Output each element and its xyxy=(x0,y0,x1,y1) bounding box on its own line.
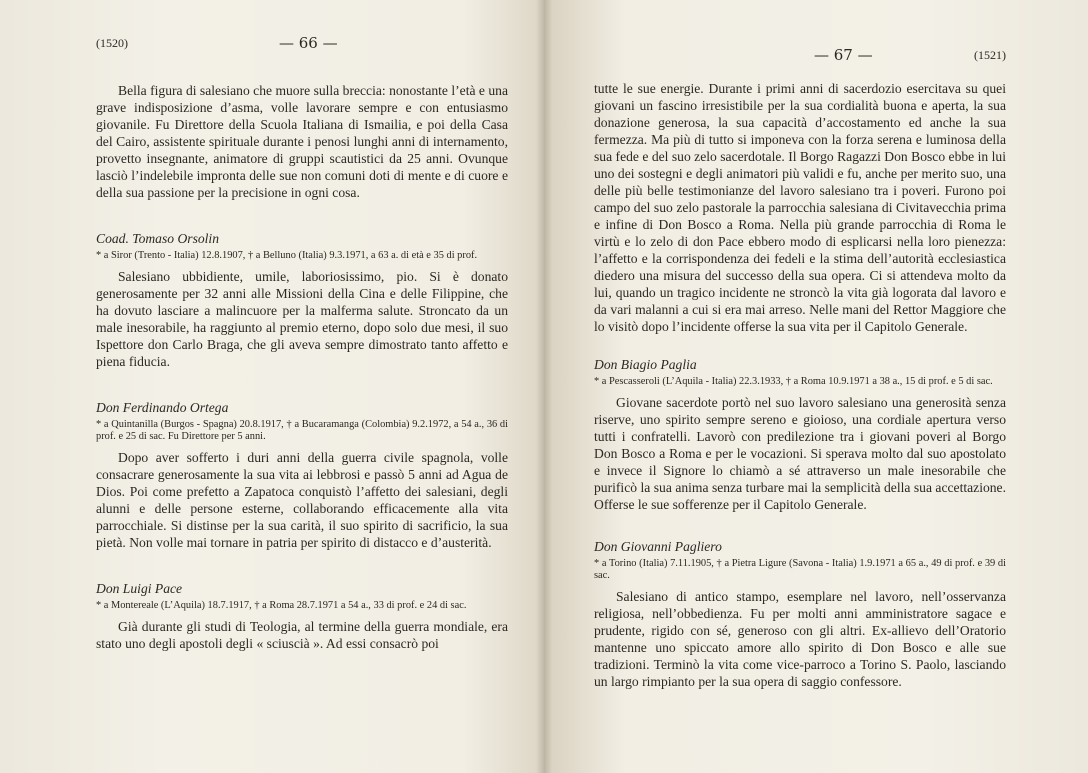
entry-info: * a Quintanilla (Burgos - Spagna) 20.8.1917, † a Bucaramanga (Colombia) 9.2.1972, a 54 a., 36 di prof. e 25 di sac. Fu Direttore per 5 anni. xyxy=(96,419,508,442)
entry-name: Don Ferdinando Ortega xyxy=(96,400,229,415)
left-page-number: — 66 — xyxy=(279,34,338,52)
right-page xyxy=(544,0,1088,773)
entry-name: Coad. Tomaso Orsolin xyxy=(96,231,220,246)
right-intro-paragraph: tutte le sue energie. Durante i primi anni di sacerdozio esercitava su quei giovani un fascino irresistibile per la sua cordialità buona e aperta, la sua donazione generosa, la sua capacità d’accostamento ed anche la sua fermezza. Ma più di tutto si imponeva con la forza serena e luminosa della sua fede e del suo zelo sacerdotale. Il Borgo Ragazzi Don Bosco ebbe in lui uno dei sostegni e degli animatori più validi e fu, anche per merito suo, una delle più belle testimonianze del lavoro salesiano tra i poveri. Furono poi campo del suo zelo pastorale la parrocchia salesiana di Civitavecchia prima e infine di Don Bosco a Roma. Nella più grande parrocchia di Roma le virtù e lo zelo di don Pace ebbero modo di esplicarsi nella loro pienezza: l’affetto e la corrispondenza dei fedeli e la stima dell’autorità ecclesiastica diedero una misura del successo della sua opera. Ci si attendeva molto da lui, quando un tragico incidente ne stroncò la vita già logorata dal lavoro e da vari malanni a cui si era mai arreso. Nelle mani del Rettor Maggiore che lo visitò dopo l’incidente offerse la sua vita per il Capitolo Generale. xyxy=(594,81,1006,334)
left-page-header xyxy=(96,34,508,56)
entry-text: Salesiano ubbidiente, umile, laboriosissimo, pio. Si è donato generosamente per 32 anni alle Missioni della Cina e delle Filippine, che ha dovuto lasciare a malincuore per la malferma salute. Stroncato da un male inesorabile, ha raggiunto al premio eterno, dopo solo due mesi, il suo Ispettore don Carlo Braga, che gli aveva sempre dimostrato tanto affetto e piena fiducia. xyxy=(96,269,508,369)
right-page-number: — 67 — xyxy=(814,46,873,64)
entry-text: Giovane sacerdote portò nel suo lavoro salesiano una generosità senza riserve, uno spirito sempre sereno e gioioso, una cordiale apertura verso tutti i confratelli. Lavorò con predilezione tra i giovani poveri al Borgo Don Bosco a Roma e per le vocazioni. Si sperava molto dal suo apostolato e invece il Signore lo chiamò a sé attraverso un male inesorabile che purificò la sua anima senza turbare mai la semplicità della sua accettazione. Offerse le sue sofferenze per il Capitolo Generale. xyxy=(594,395,1006,512)
entry-text: Dopo aver sofferto i duri anni della guerra civile spagnola, volle consacrare generosamente la sua vita ai lebbrosi e passò 5 anni ad Agua de Dios. Poi come prefetto a Zapatoca conquistò l’affetto dei salesiani, degli alunni e delle persone esterne, collaborando efficacemente alla vita parrocchiale. Si distinse per la sua carità, il suo spirito di sacrificio, la sua pietà. Non volle mai tornare in patria per spirito di distacco e d’austerità. xyxy=(96,450,508,550)
entry-text: Già durante gli studi di Teologia, al termine della guerra mondiale, era stato uno degli apostoli degli « sciuscià ». Ad essi consacrò poi xyxy=(96,619,508,651)
right-entry-number: (1521) xyxy=(974,48,1006,62)
entry-text: Salesiano di antico stampo, esemplare nel lavoro, nell’osservanza religiosa, nell’obbedienza. Fu per molti anni amministratore sagace e prudente, rigido con sé, generoso con gli altri. Ex-allievo dell’Oratorio mantenne uno spiccato amore allo spirito di Don Bosco e alle sue tradizioni. Terminò la vita come vice-parroco a Torino S. Paolo, lasciando un largo rimpianto per la sua opera di saggio confessore. xyxy=(594,589,1006,689)
entry-name: Don Giovanni Pagliero xyxy=(594,539,722,554)
left-entry-number: (1520) xyxy=(96,36,128,50)
entry-name: Don Biagio Paglia xyxy=(594,357,697,372)
entry-info: * a Pescasseroli (L’Aquila - Italia) 22.3.1933, † a Roma 10.9.1971 a 38 a., 15 di prof. e 5 di sac. xyxy=(594,376,993,387)
entry-name: Don Luigi Pace xyxy=(96,581,183,596)
right-page-header xyxy=(594,38,1006,64)
entry-info: * a Torino (Italia) 7.11.1905, † a Pietra Ligure (Savona - Italia) 1.9.1971 a 65 a., 49 di prof. e 39 di sac. xyxy=(594,558,1006,581)
entry-info: * a Montereale (L’Aquila) 18.7.1917, † a Roma 28.7.1971 a 54 a., 33 di prof. e 24 di sac. xyxy=(96,600,467,611)
entry-info: * a Siror (Trento - Italia) 12.8.1907, † a Belluno (Italia) 9.3.1971, a 63 a. di età e 35 di prof. xyxy=(96,250,478,261)
book-gutter xyxy=(536,0,552,773)
left-intro-paragraph: Bella figura di salesiano che muore sulla breccia: nonostante l’età e una grave indisposizione d’asma, volle lavorare sempre e con entusiasmo giovanile. Fu Direttore della Scuola Italiana di Ismailia, e poi della Casa del Cairo, assistente spirituale durante i penosi lunghi anni di internamento, provetto insegnante, animatore di gruppi scautistici da 25 anni. Ovunque lasciò l’indelebile impronta delle sue non comuni doti di mente e di cuore e della sua passione per la precisione in ogni cosa. xyxy=(96,83,508,200)
